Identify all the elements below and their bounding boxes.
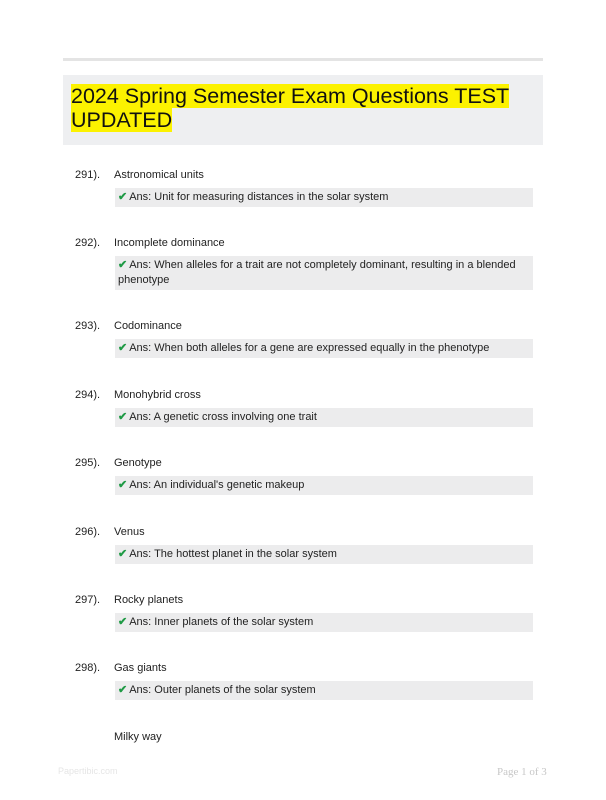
question-number: 296).	[75, 526, 101, 538]
question-text: Incomplete dominance	[114, 237, 225, 249]
answer-text: Ans: Outer planets of the solar system	[129, 684, 316, 696]
question-text: Rocky planets	[114, 594, 184, 606]
answer-text: Ans: When alleles for a trait are not completely dominant, resulting in a blended phenotype	[118, 259, 516, 286]
check-icon: ✔	[118, 548, 128, 560]
document-title	[71, 84, 511, 132]
question-text: Genotype	[114, 457, 162, 469]
question-number: 293).	[75, 320, 101, 332]
question-number: 291).	[75, 169, 101, 181]
top-divider	[63, 58, 543, 61]
check-icon: ✔	[118, 684, 128, 696]
answer-text: Ans: Unit for measuring distances in the solar system	[129, 191, 389, 203]
answer-box	[115, 613, 533, 632]
document-title-text: 2024 Spring Semester Exam Questions TEST UPDATED	[71, 84, 510, 132]
question-text: Monohybrid cross	[114, 389, 201, 401]
check-icon: ✔	[118, 479, 128, 491]
question-text: Gas giants	[114, 662, 167, 674]
title-banner	[63, 75, 543, 145]
question-number: 295).	[75, 457, 101, 469]
answer-box	[115, 545, 533, 564]
question-number: 297).	[75, 594, 101, 606]
check-icon: ✔	[118, 411, 128, 423]
answer-box	[115, 681, 533, 700]
question-number: 298).	[75, 662, 101, 674]
check-icon: ✔	[118, 191, 128, 203]
question-text: Codominance	[114, 320, 182, 332]
question-text: Venus	[114, 526, 145, 538]
answer-text: Ans: An individual's genetic makeup	[129, 479, 305, 491]
answer-box	[115, 339, 533, 358]
question-text: Astronomical units	[114, 169, 204, 181]
answer-box	[115, 188, 533, 207]
check-icon: ✔	[118, 342, 128, 354]
page-indicator: Page 1 of 3	[497, 766, 547, 778]
answer-box	[115, 256, 533, 290]
answer-text: Ans: Inner planets of the solar system	[129, 616, 314, 628]
answer-text: Ans: When both alleles for a gene are expressed equally in the phenotype	[129, 342, 490, 354]
question-number: 292).	[75, 237, 101, 249]
question-text: Milky way	[114, 731, 162, 743]
answer-box	[115, 476, 533, 495]
check-icon: ✔	[118, 259, 128, 271]
check-icon: ✔	[118, 616, 128, 628]
answer-box	[115, 408, 533, 427]
footer-watermark: Papertibic.com	[58, 766, 118, 776]
question-number: 294).	[75, 389, 101, 401]
answer-text: Ans: A genetic cross involving one trait	[129, 411, 317, 423]
answer-text: Ans: The hottest planet in the solar system	[129, 548, 337, 560]
